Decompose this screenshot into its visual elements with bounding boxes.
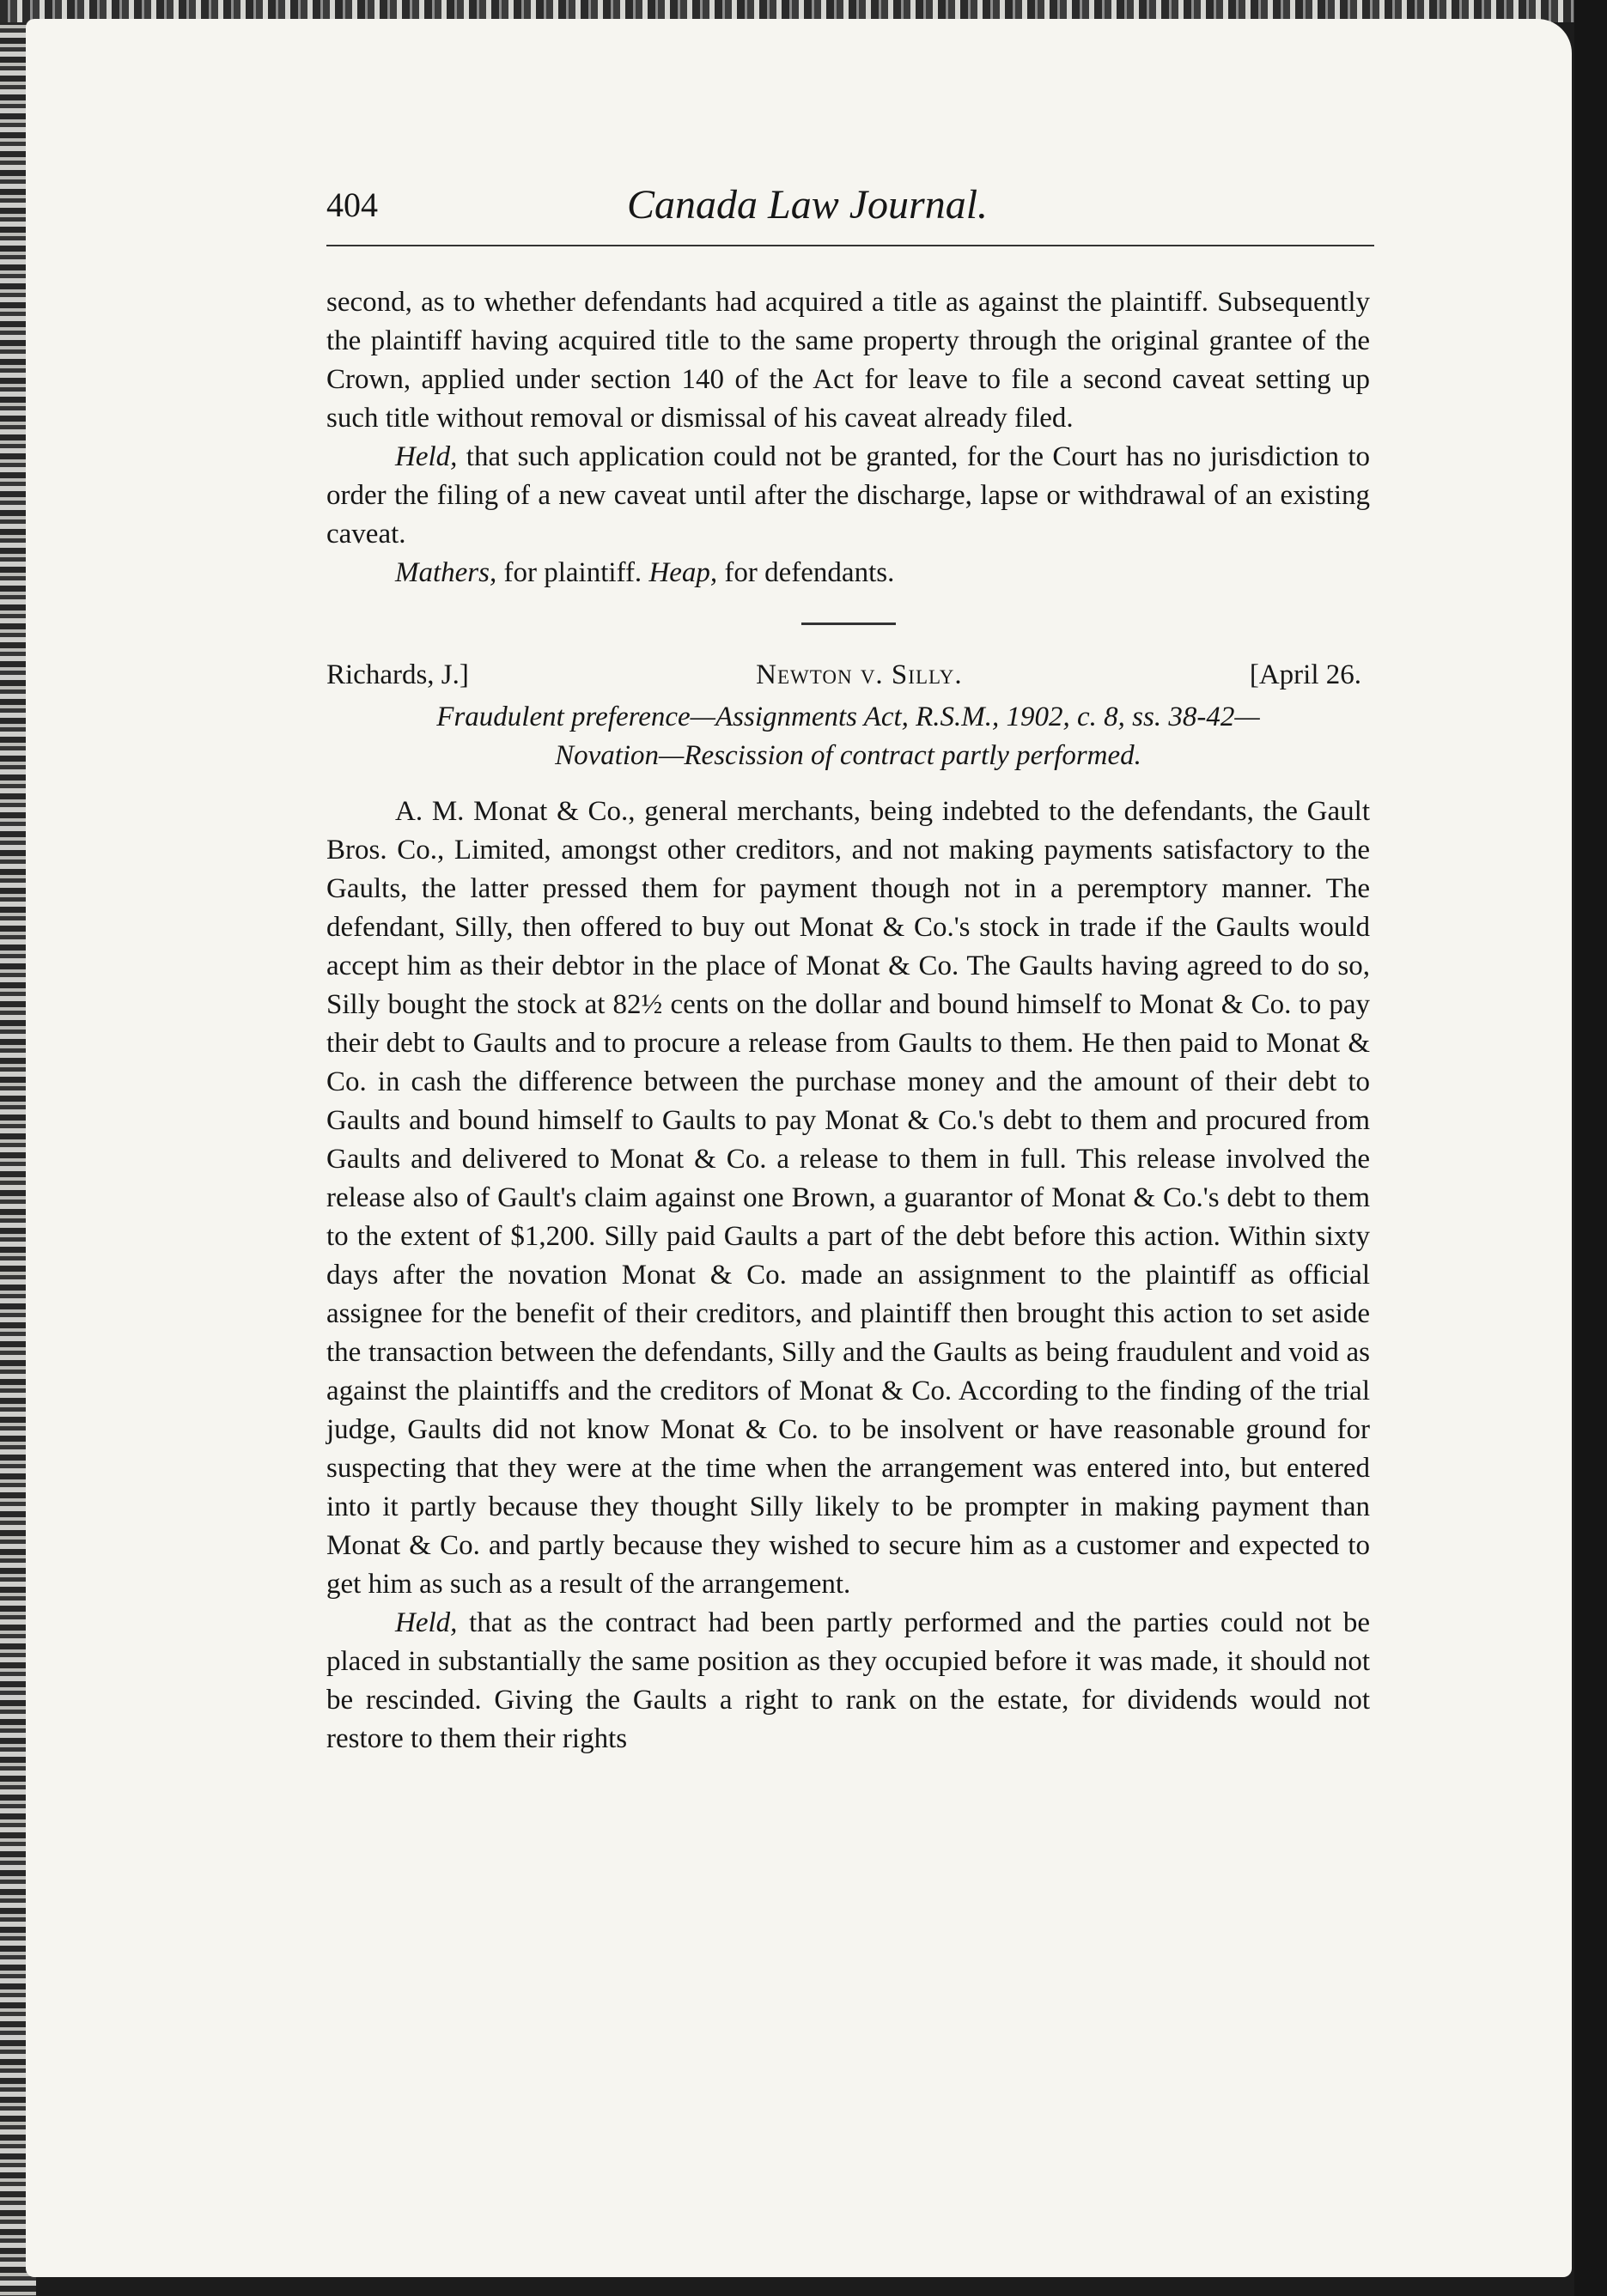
counsel-defendant-name: Heap, — [648, 557, 718, 588]
header-rule — [326, 245, 1374, 246]
counsel-plaintiff-role: for plaintiff. — [496, 557, 649, 588]
prev-case-held — [326, 438, 1370, 554]
headnote-line-1: Fraudulent preference—Assignments Act, R.S.M., 1902, c. 8, ss. 38-42— — [436, 702, 1260, 732]
case-held-label: Held, — [395, 1607, 458, 1638]
case-judge: Richards, J.] — [326, 659, 469, 690]
journal-title: Canada Law Journal. — [627, 182, 989, 228]
held-text: that such application could not be granted, for the Court has no jurisdiction to order the filing of a new caveat until after the discharge, lapse or withdrawal of an existing caveat. — [326, 441, 1370, 550]
scan-right-edge — [1574, 0, 1607, 2296]
page-body — [326, 283, 1370, 1758]
case-date: [April 26. — [1249, 659, 1361, 690]
case-title: Newton v. Silly. — [756, 659, 963, 690]
page-header — [326, 182, 1374, 236]
prev-case-paragraph: second, as to whether defendants had acquired a title as against the plaintiff. Subsequently the plaintiff having acquired title to the same property through the original grantee of the Crown, applied under section 140 of the Act for leave to file a second caveat setting up such title without removal or dismissal of his caveat already filed. — [326, 287, 1370, 434]
case-headnote — [326, 698, 1370, 775]
case-held-text: that as the contract had been partly performed and the parties could not be placed in substantially the same position as they occupied before it was made, it should not be rescinded. Giving the Gaults a right to rank on the estate, for dividends would not restore to them their rights — [326, 1607, 1370, 1754]
held-label: Held, — [395, 441, 458, 472]
case-facts: A. M. Monat & Co., general merchants, being indebted to the defendants, the Gault Bros. Co., Limited, amongst other creditors, and not making payments satisfactory to the Gaults, the latter pressed them for payment though not in a peremptory manner. The defendant, Silly, then offered to buy out Monat & Co.'s stock in trade if the Gaults would accept him as their debtor in the place of Monat & Co. The Gaults having agreed to do so, Silly bought the stock at 82½ cents on the dollar and bound himself to Monat & Co. to pay their debt to Gaults and to procure a release from Gaults to them. He then paid to Monat & Co. in cash the difference between the purchase money and the amount of their debt to Gaults and bound himself to Gaults to pay Monat & Co.'s debt to them and procured from Gaults and delivered to Monat & Co. a release to them in full. This release involved the release also of Gault's claim against one Brown, a guarantor of Monat & Co.'s debt to them to the extent of $1,200. Silly paid Gaults a part of the debt before this action. Within sixty days after the novation Monat & Co. made an assignment to the plaintiff as official assignee for the benefit of their creditors, and plaintiff then brought this action to set aside the transaction between the defendants, Silly and the Gaults as being fraudulent and void as against the plaintiffs and the creditors of Monat & Co. According to the finding of the trial judge, Gaults did not know Monat & Co. to be insolvent or have reasonable ground for suspecting that they were at the time when the arrangement was entered into, but entered into it partly because they thought Silly likely to be prompter in making payment than Monat & Co. and partly because they wished to secure him as a customer and expected to get him as such as a result of the arrangement. — [326, 796, 1370, 1600]
counsel-defendant-role: for defendants. — [717, 557, 895, 588]
counsel-plaintiff-name: Mathers, — [395, 557, 497, 588]
prev-case-counsel — [326, 554, 1370, 592]
case-divider — [801, 623, 896, 625]
page-number: 404 — [326, 185, 378, 224]
case-caption — [326, 656, 1370, 695]
case-held — [326, 1604, 1370, 1758]
headnote-line-2: Novation—Rescission of contract partly performed. — [555, 740, 1141, 771]
